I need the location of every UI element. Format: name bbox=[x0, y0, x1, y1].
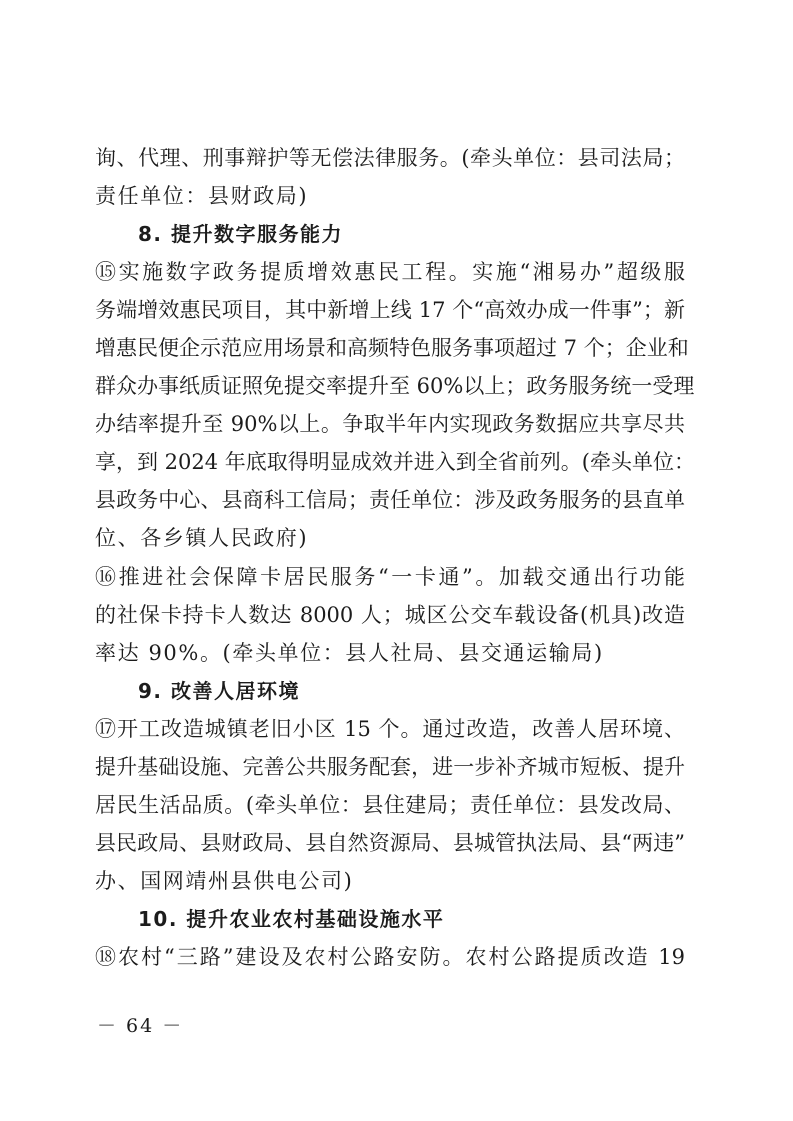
text-line: ⑱农村“三路”建设及农村公路安防。农村公路提质改造 19 bbox=[95, 945, 685, 969]
text-line: 询、代理、刑事辩护等无偿法律服务。(牵头单位：县司法局； bbox=[95, 146, 685, 170]
text-line: 责任单位：县财政局) bbox=[95, 184, 309, 208]
section-heading-8: 8. 提升数字服务能力 bbox=[138, 222, 343, 246]
page-number: － 64 － bbox=[97, 1015, 184, 1037]
text-line: ⑮实施数字政务提质增效惠民工程。实施“湘易办”超级服 bbox=[95, 260, 685, 284]
text-line: 县政务中心、县商科工信局；责任单位：涉及政务服务的县直单 bbox=[95, 488, 685, 512]
text-line: ⑰开工改造城镇老旧小区 15 个。通过改造，改善人居环境、 bbox=[95, 717, 685, 741]
section-heading-9: 9. 改善人居环境 bbox=[138, 679, 300, 703]
text-line: ⑯推进社会保障卡居民服务“一卡通”。加载交通出行功能 bbox=[95, 565, 685, 589]
text-line: 增惠民便企示范应用场景和高频特色服务事项超过 7 个；企业和 bbox=[95, 336, 689, 360]
text-line: 办结率提升至 90%以上。争取半年内实现政务数据应共享尽共 bbox=[95, 412, 685, 436]
text-line: 享，到 2024 年底取得明显成效并进入到全省前列。(牵头单位： bbox=[95, 450, 695, 474]
text-line: 县民政局、县财政局、县自然资源局、县城管执法局、县“两违” bbox=[95, 831, 685, 855]
text-line: 的社保卡持卡人数达 8000 人；城区公交车载设备(机具)改造 bbox=[95, 603, 685, 627]
section-heading-10: 10. 提升农业农村基础设施水平 bbox=[138, 907, 445, 931]
text-line: 办、国网靖州县供电公司) bbox=[95, 869, 354, 893]
text-line: 位、各乡镇人民政府) bbox=[95, 526, 309, 550]
text-line: 率达 90%。(牵头单位：县人社局、县交通运输局) bbox=[95, 641, 604, 665]
text-line: 居民生活品质。(牵头单位：县住建局；责任单位：县发改局、 bbox=[95, 793, 685, 817]
text-line: 群众办事纸质证照免提交率提升至 60%以上；政务服务统一受理 bbox=[95, 374, 695, 398]
text-line: 务端增效惠民项目，其中新增上线 17 个“高效办成一件事”；新 bbox=[95, 298, 685, 322]
text-line: 提升基础设施、完善公共服务配套，进一步补齐城市短板、提升 bbox=[95, 755, 685, 779]
